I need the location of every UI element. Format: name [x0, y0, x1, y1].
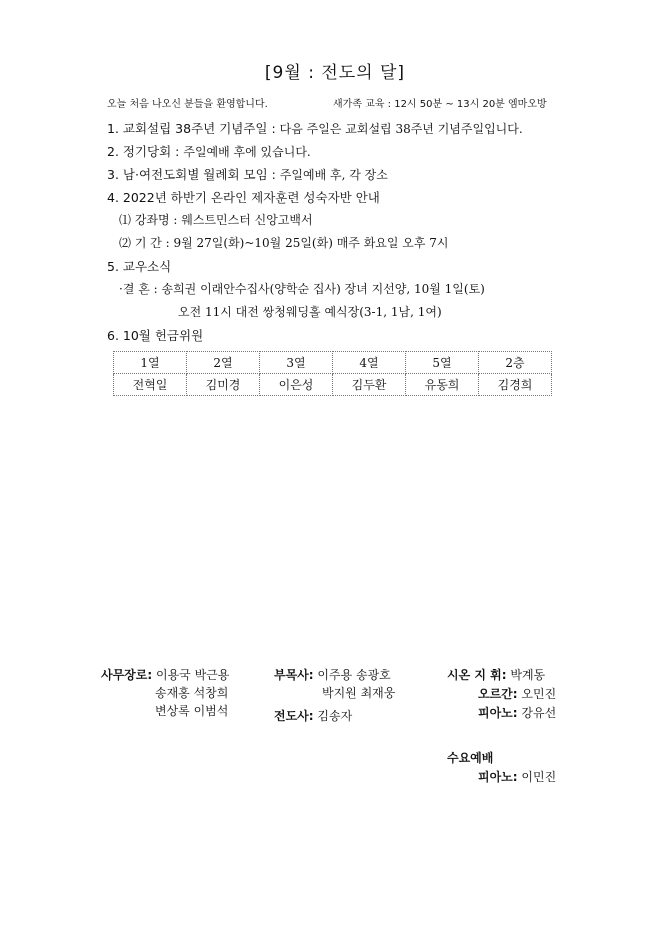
- table-cell: 김두환: [333, 374, 406, 396]
- table-cell: 이은성: [260, 374, 333, 396]
- wednesday-pianist-block: [478, 768, 556, 785]
- wednesday-pianist-name: 이민진: [521, 770, 557, 784]
- choir-conductor-label: 시온 지 휘:: [447, 668, 507, 682]
- announcement-3-body: 주일예배 후, 각 장소: [279, 168, 388, 182]
- elders-line2-row: [155, 684, 228, 701]
- elders-line3-row: [155, 702, 228, 719]
- announcement-5-heading: 5. 교우소식: [107, 259, 172, 274]
- organist-block: [478, 685, 556, 702]
- elders-label: 사무장로:: [101, 668, 153, 682]
- news-wedding-line2: 오전 11시 대전 쌍청웨딩홀 예식장(3-1, 1남, 1여): [178, 305, 442, 319]
- elders-line3: 변상록 이범석: [155, 704, 229, 718]
- associate-pastor-label: 부목사:: [274, 668, 314, 682]
- announcement-2-heading: 2. 정기당회 :: [107, 144, 184, 159]
- table-header-cell: 5열: [406, 352, 479, 374]
- wednesday-service-label: 수요예배: [447, 751, 494, 765]
- announcement-2-body: 주일예배 후에 있습니다.: [183, 145, 311, 159]
- associate-pastor-line1: 이주용 송광호: [317, 668, 391, 682]
- table-header-cell: 2열: [187, 352, 260, 374]
- announcement-1-body: 다음 주일은 교회설립 38주년 기념주일입니다.: [279, 122, 523, 136]
- announcement-4: [107, 188, 380, 206]
- table-header-cell: 2층: [479, 352, 552, 374]
- elders-block: [101, 666, 229, 683]
- choir-conductor-block: [447, 666, 545, 683]
- announcement-6-heading: 6. 10월 헌금위원: [107, 328, 204, 343]
- announcement-2: [107, 142, 311, 160]
- elders-line1: 이용국 박근용: [156, 668, 230, 682]
- new-family-education: 새가족 교육 : 12시 50분 ~ 13시 20분 엠마오방: [333, 99, 547, 110]
- announcement-4-heading: 4. 2022년 하반기 온라인 제자훈련 성숙자반 안내: [107, 190, 380, 205]
- evangelist-block: [274, 707, 352, 724]
- welcome-message: 오늘 처음 나오신 분들을 환영합니다.: [107, 99, 268, 110]
- announcement-1-heading: 1. 교회설립 38주년 기념주일 :: [107, 121, 280, 136]
- associate-pastor-line2-row: [322, 684, 395, 701]
- training-period: ⑵ 기 간 : 9월 27일(화)~10월 25일(화) 매주 화요일 오후 7시: [119, 236, 449, 250]
- table-header-row: [114, 352, 552, 374]
- evangelist-label: 전도사:: [274, 709, 314, 723]
- associate-pastor-line2: 박지원 최재웅: [322, 686, 396, 700]
- training-course: ⑴ 강좌명 : 웨스트민스터 신앙고백서: [119, 213, 313, 227]
- table-cell: 김경희: [479, 374, 552, 396]
- page-title: [9월 : 전도의 달]: [264, 63, 406, 83]
- evangelist-name: 김송자: [317, 709, 353, 723]
- choir-conductor-name: 박계동: [510, 668, 546, 682]
- elders-line2: 송재홍 석창희: [155, 686, 229, 700]
- wednesday-pianist-label: 피아노:: [478, 770, 518, 784]
- table-header-cell: 4열: [333, 352, 406, 374]
- wednesday-service-block: [447, 749, 493, 766]
- pianist-name: 강유선: [521, 706, 557, 720]
- organist-label: 오르간:: [478, 687, 518, 701]
- announcement-5: [107, 257, 171, 275]
- table-cell: 김미경: [187, 374, 260, 396]
- table-header-cell: 3열: [260, 352, 333, 374]
- table-cell: 전혁일: [114, 374, 187, 396]
- announcement-3: [107, 165, 388, 183]
- table-row: [114, 374, 552, 396]
- news-wedding-line1: ·결 혼 : 송희권 이래안수집사(양학순 집사) 장녀 지선양, 10월 1일(토): [119, 282, 485, 296]
- associate-pastor-block: [274, 666, 391, 683]
- table-cell: 유동희: [406, 374, 479, 396]
- table-header-cell: 1열: [114, 352, 187, 374]
- announcement-1: [107, 119, 523, 137]
- pianist-label: 피아노:: [478, 706, 518, 720]
- announcement-3-heading: 3. 남·여전도회별 월례회 모임 :: [107, 167, 280, 182]
- pianist-block: [478, 704, 556, 721]
- offering-committee-table: [113, 351, 552, 396]
- announcement-6: [107, 326, 203, 344]
- organist-name: 오민진: [521, 687, 557, 701]
